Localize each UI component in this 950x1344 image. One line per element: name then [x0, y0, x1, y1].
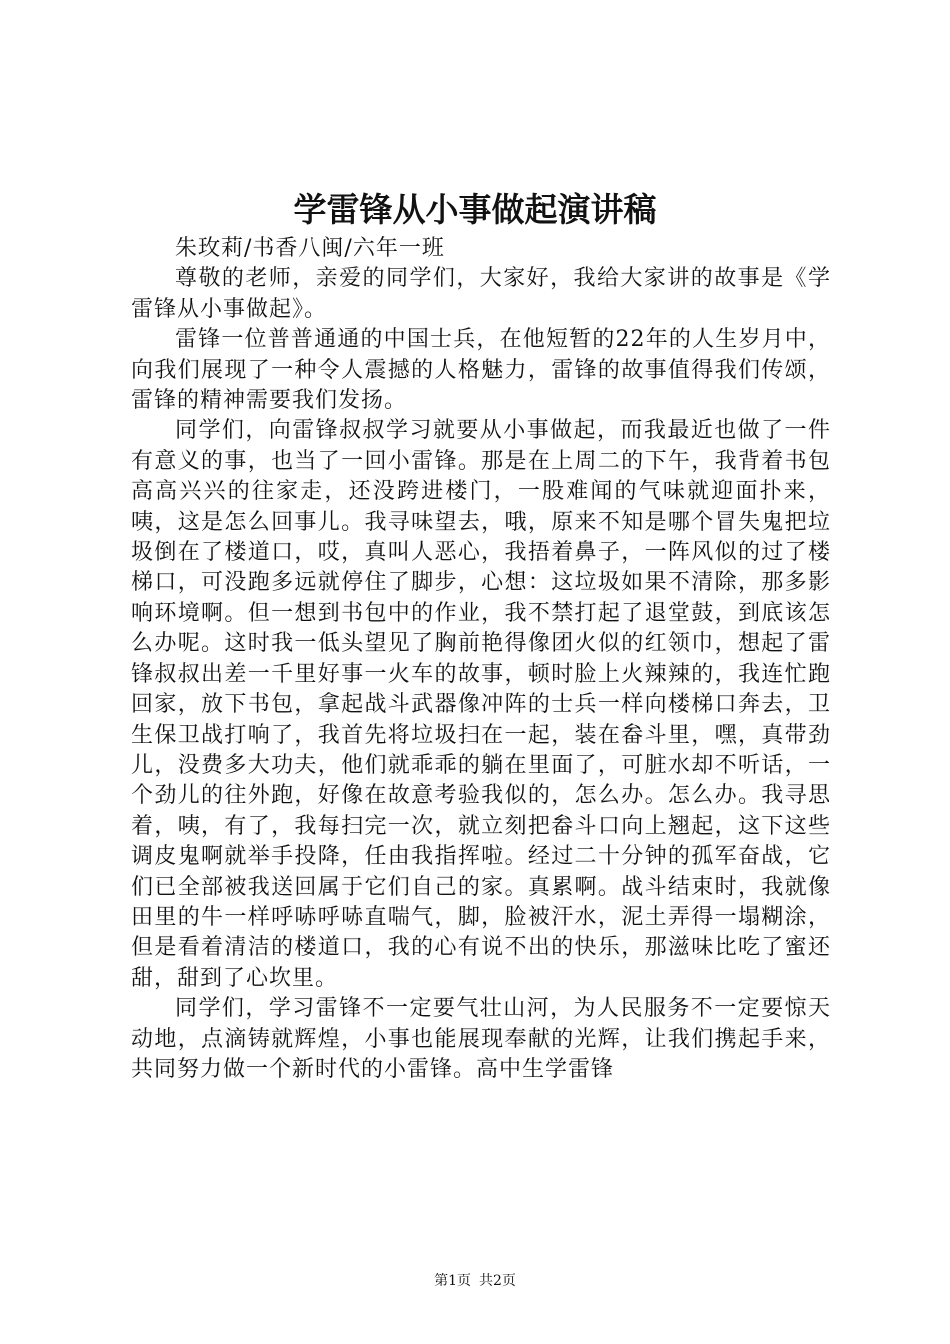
page-footer — [0, 1271, 950, 1291]
document-title: 学雷锋从小事做起演讲稿 — [293, 190, 657, 229]
paragraph-intro: 雷锋一位普普通通的中国士兵，在他短暂的22年的人生岁月中，向我们展现了一种令人震撼的人格魅力，雷锋的故事值得我们传颂，雷锋的精神需要我们发扬。 — [131, 327, 831, 414]
paragraph-greeting: 尊敬的老师，亲爱的同学们，大家好，我给大家讲的故事是《学雷锋从小事做起》。 — [131, 266, 831, 322]
document-body — [131, 234, 831, 1085]
paragraph-story: 同学们，向雷锋叔叔学习就要从小事做起，而我最近也做了一件有意义的事，也当了一回小雷锋。那是在上周二的下午，我背着书包高高兴兴的往家走，还没跨进楼门，一股难闻的气味就迎面扑来，咦，这是怎么回事儿。我寻味望去，哦，原来不知是哪个冒失鬼把垃圾倒在了楼道口，哎，真叫人恶心，我捂着鼻子，一阵风似的过了楼梯口，可没跑多远就停住了脚步，心想：这垃圾如果不清除，那多影响环境啊。但一想到书包中的作业，我不禁打起了退堂鼓，到底该怎么办呢。这时我一低头望见了胸前艳得像团火似的红领巾，想起了雷锋叔叔出差一千里好事一火车的故事，顿时脸上火辣辣的，我连忙跑回家，放下书包，拿起战斗武器像冲阵的士兵一样向楼梯口奔去，卫生保卫战打响了，我首先将垃圾扫在一起，装在畚斗里，嘿，真带劲儿，没费多大功夫，他们就乖乖的躺在里面了，可脏水却不听话，一个劲儿的往外跑，好像在故意考验我似的，怎么办。怎么办。我寻思着，咦，有了，我每扫完一次，就立刻把畚斗口向上翘起，这下这些调皮鬼啊就举手投降，任由我指挥啦。经过二十分钟的孤军奋战，它们已全部被我送回属于它们自己的家。真累啊。战斗结束时，我就像田里的牛一样呼哧呼哧直喘气，脚，脸被汗水，泥土弄得一塌糊涂，但是看着清洁的楼道口，我的心有说不出的快乐，那滋味比吃了蜜还甜，甜到了心坎里。 — [131, 418, 831, 991]
paragraph-closing: 同学们，学习雷锋不一定要气壮山河，为人民服务不一定要惊天动地，点滴铸就辉煌，小事也能展现奉献的光辉，让我们携起手来，共同努力做一个新时代的小雷锋。高中生学雷锋 — [131, 996, 831, 1082]
page-number: 第1页 — [434, 1273, 471, 1289]
page-total: 共2页 — [479, 1273, 516, 1289]
author-line: 朱玫莉/书香八闽/六年一班 — [175, 236, 445, 261]
